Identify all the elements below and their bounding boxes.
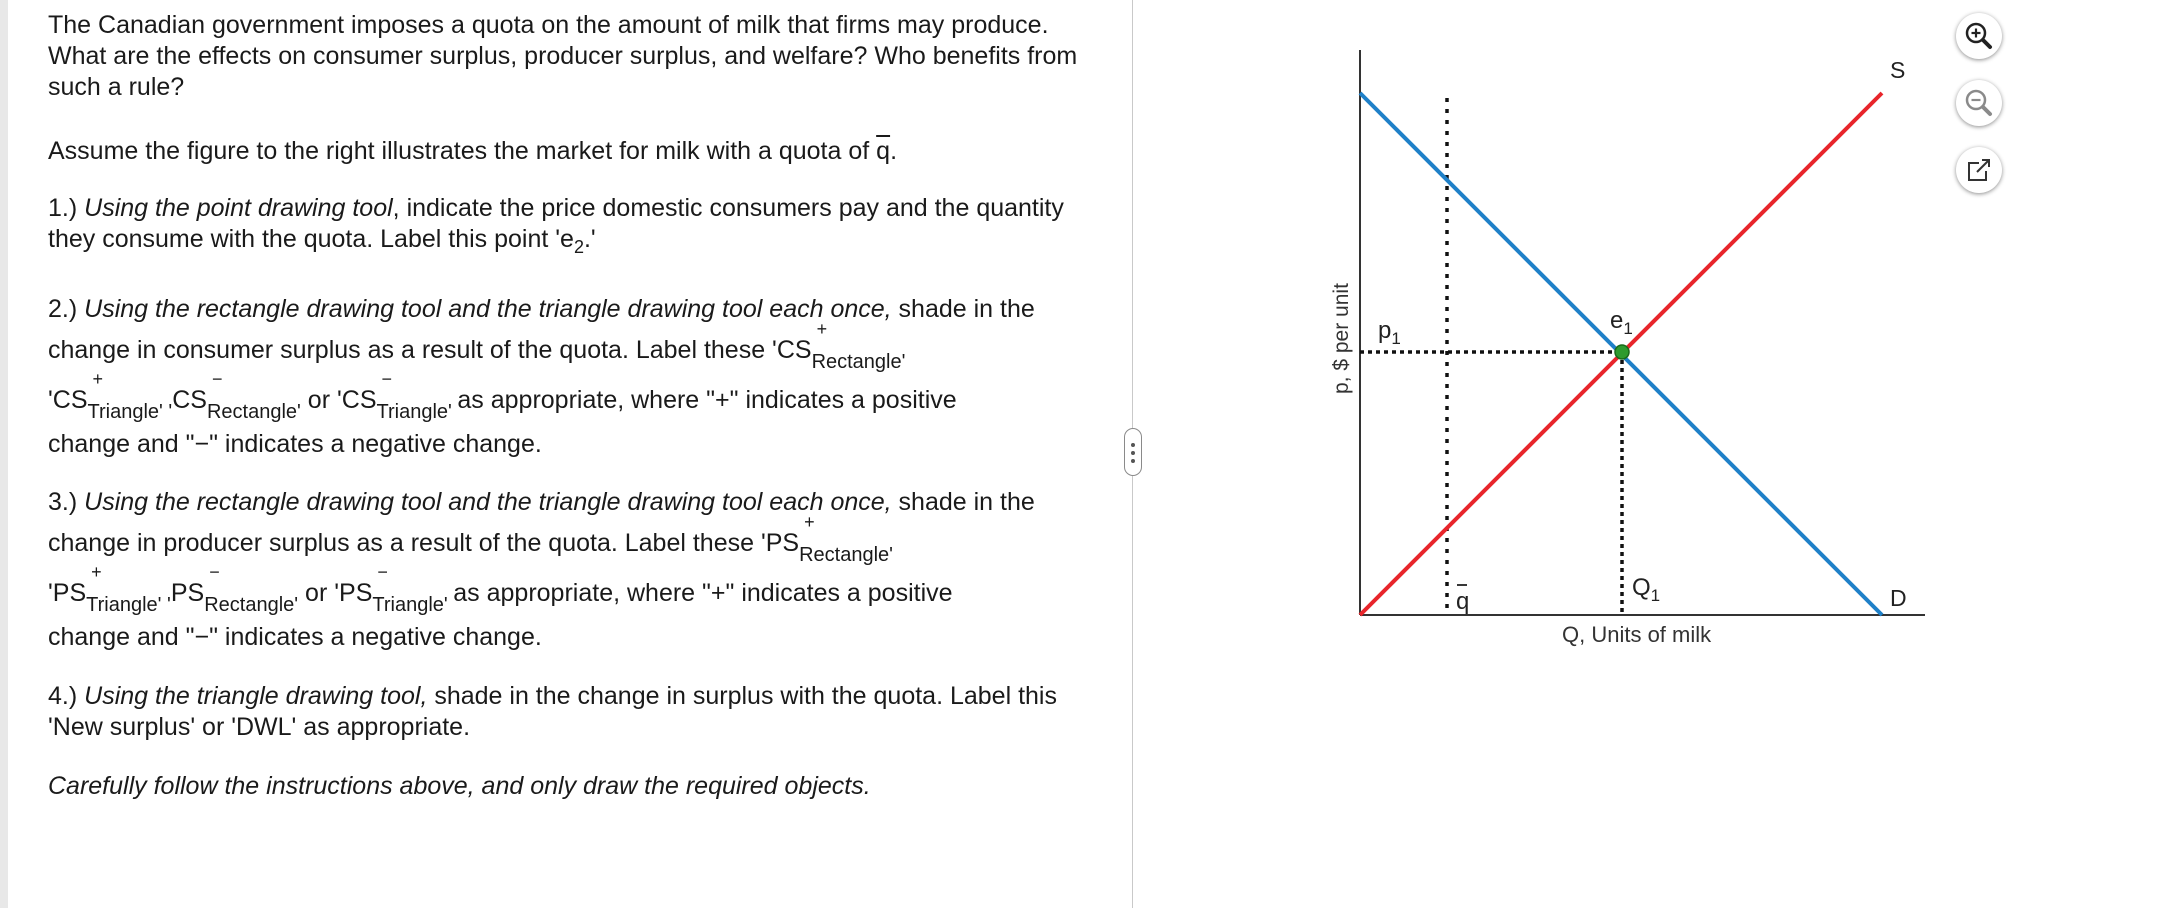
x-axis-label: Q, Units of milk [1562, 622, 1712, 647]
step-2-line-1: 2.) Using the rectangle drawing tool and the triangle drawing tool each once, shade in the [48, 295, 1035, 323]
step-4-text: 4.) Using the triangle drawing tool, shade in the change in surplus with the quota. Label this 'New surplus' or 'DWL' as appropriate. [48, 682, 1057, 741]
quota-symbol: $\overline{q}$ [876, 137, 891, 165]
intro-text: The Canadian government imposes a quota on the amount of milk that firms may produce. What are the effects on consumer surplus, producer surplus, and welfare? Who benefits from such a rule? [48, 11, 1078, 101]
quantity-q1-label: $Q_1$ [1632, 574, 1661, 605]
price-p1-label: $p_1$ [1378, 317, 1401, 348]
zoom-in-button[interactable] [1956, 13, 2002, 59]
zoom-out-icon [1956, 80, 2002, 126]
zoom-in-icon [1956, 13, 2002, 59]
step-1-text: 1.) Using the point drawing tool, indicate the price domestic consumers pay and the quantity they consume with the quota. Label this point '$e_2$.' [48, 194, 1064, 257]
closing-instruction: Carefully follow the instructions above, and only draw the required objects. [48, 772, 871, 800]
open-external-icon [1956, 147, 2002, 193]
step-2-line-3: 'CS + $_{Triangle' '}$CS − $_{Rectangle'}$ or 'CS − $_{Triangle'}$ as appropriate, where "+" indicates a positive [48, 369, 957, 423]
zoom-out-button[interactable] [1956, 80, 2002, 126]
y-axis-label: p, $ per unit [1330, 283, 1353, 394]
panel-resize-handle[interactable] [1124, 428, 1142, 476]
demand-label: D [1890, 585, 1907, 611]
step-3-line-2: change in producer surplus as a result of the quota. Label these 'PS + $_{Rectangle'}$ [48, 512, 893, 566]
market-graph[interactable] [1300, 20, 1940, 660]
step-3-line-1: 3.) Using the rectangle drawing tool and the triangle drawing tool each once, shade in the [48, 488, 1035, 516]
equilibrium-e1-label: $e_1$ [1610, 307, 1633, 338]
quota-q-label: q [1456, 588, 1470, 615]
assume-text: Assume the figure to the right illustrates the market for milk with a quota of $\overline{q}$. [48, 137, 898, 165]
equilibrium-point [1615, 345, 1629, 359]
supply-label: S [1890, 57, 1906, 83]
step-2-line-2: change in consumer surplus as a result of the quota. Label these 'CS + $_{Rectangle'}$ [48, 319, 906, 373]
step-2-line-4: change and "−" indicates a negative change. [48, 430, 542, 458]
step-3-line-4: change and "−" indicates a negative change. [48, 623, 542, 651]
open-external-button[interactable] [1956, 147, 2002, 193]
step-3-line-3: 'PS + $_{Triangle' '}$PS − $_{Rectangle'}$ or 'PS − $_{Triangle'}$ as appropriate, where "+" indicates a positive [48, 562, 953, 616]
